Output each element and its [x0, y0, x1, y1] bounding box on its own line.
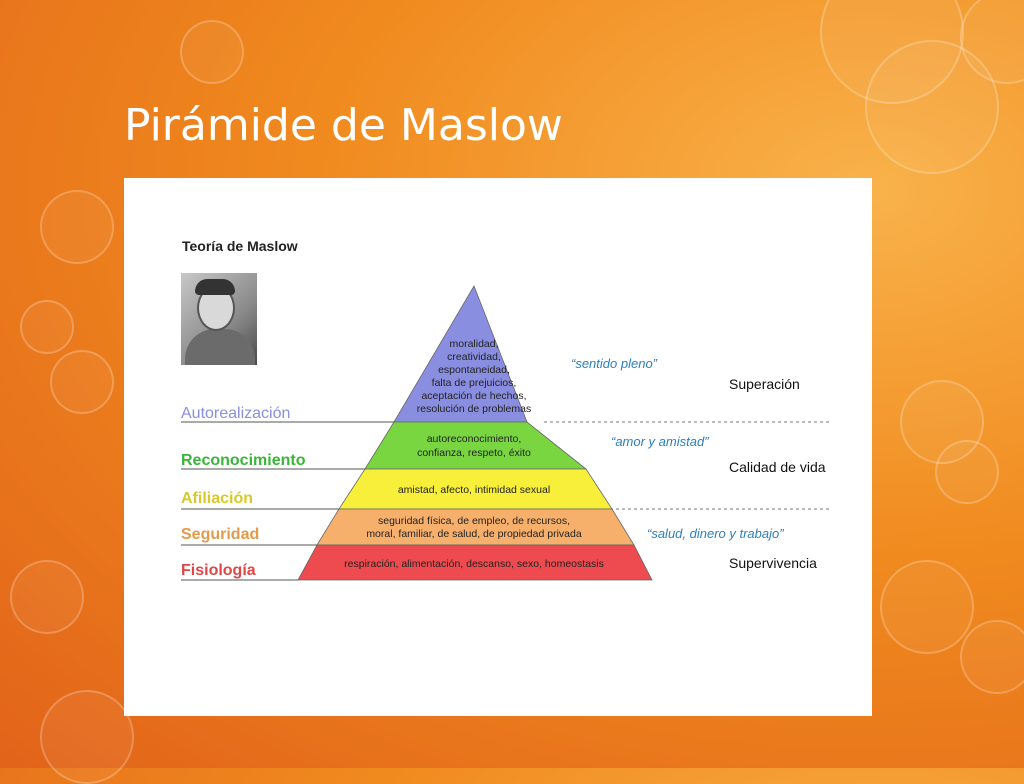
level-label-afiliacion: Afiliación	[181, 490, 254, 507]
category-superacion: Superación	[729, 376, 800, 392]
pyramid-tier-reconocimiento	[365, 422, 586, 469]
tier-text-line: confianza, respeto, éxito	[417, 447, 531, 459]
quote-salud-dinero-trabajo: “salud, dinero y trabajo”	[647, 526, 784, 541]
decorative-bubble	[880, 560, 974, 654]
decorative-bubble	[40, 190, 114, 264]
decorative-bubble	[50, 350, 114, 414]
figure-heading: Teoría de Maslow	[182, 238, 298, 254]
decorative-bubble	[10, 560, 84, 634]
portrait-hair-shape	[195, 279, 235, 295]
portrait-body-shape	[185, 329, 255, 365]
level-label-autorealizacion: Autorealización	[181, 405, 291, 422]
tier-text-line: espontaneidad,	[438, 364, 510, 376]
tier-text-line: creatividad,	[447, 351, 501, 363]
tier-text-line: autoreconocimiento,	[426, 433, 522, 445]
quote-sentido-pleno: “sentido pleno”	[571, 356, 657, 371]
decorative-bubble	[20, 300, 74, 354]
tier-text-line: aceptación de hechos,	[421, 390, 527, 402]
category-supervivencia: Supervivencia	[729, 555, 817, 571]
tier-text-line: seguridad física, de empleo, de recursos,	[377, 515, 571, 527]
tier-text-line: resolución de problemas	[416, 403, 532, 415]
decorative-bubble	[935, 440, 999, 504]
tier-text-line: moral, familiar, de salud, de propiedad privada	[366, 528, 582, 540]
decorative-bubble	[180, 20, 244, 84]
decorative-bubble	[40, 690, 134, 784]
slide-title: Pirámide de Maslow	[124, 100, 563, 151]
level-label-seguridad: Seguridad	[181, 526, 260, 543]
tier-text-line: falta de prejuicios,	[431, 377, 517, 389]
maslow-figure-panel	[124, 178, 872, 716]
maslow-pyramid-diagram	[124, 178, 872, 716]
tier-text-line: moralidad,	[449, 338, 499, 350]
category-calidad-de-vida: Calidad de vida	[729, 459, 826, 475]
level-label-fisiologia: Fisiología	[181, 562, 256, 579]
decorative-bubble	[960, 620, 1024, 694]
tier-text-line: respiración, alimentación, descanso, sexo, homeostasis	[344, 558, 604, 570]
quote-amor-amistad: “amor y amistad”	[611, 434, 709, 449]
maslow-portrait-photo	[181, 273, 257, 365]
level-label-reconocimiento: Reconocimiento	[181, 452, 306, 469]
tier-text-line: amistad, afecto, intimidad sexual	[397, 484, 551, 496]
